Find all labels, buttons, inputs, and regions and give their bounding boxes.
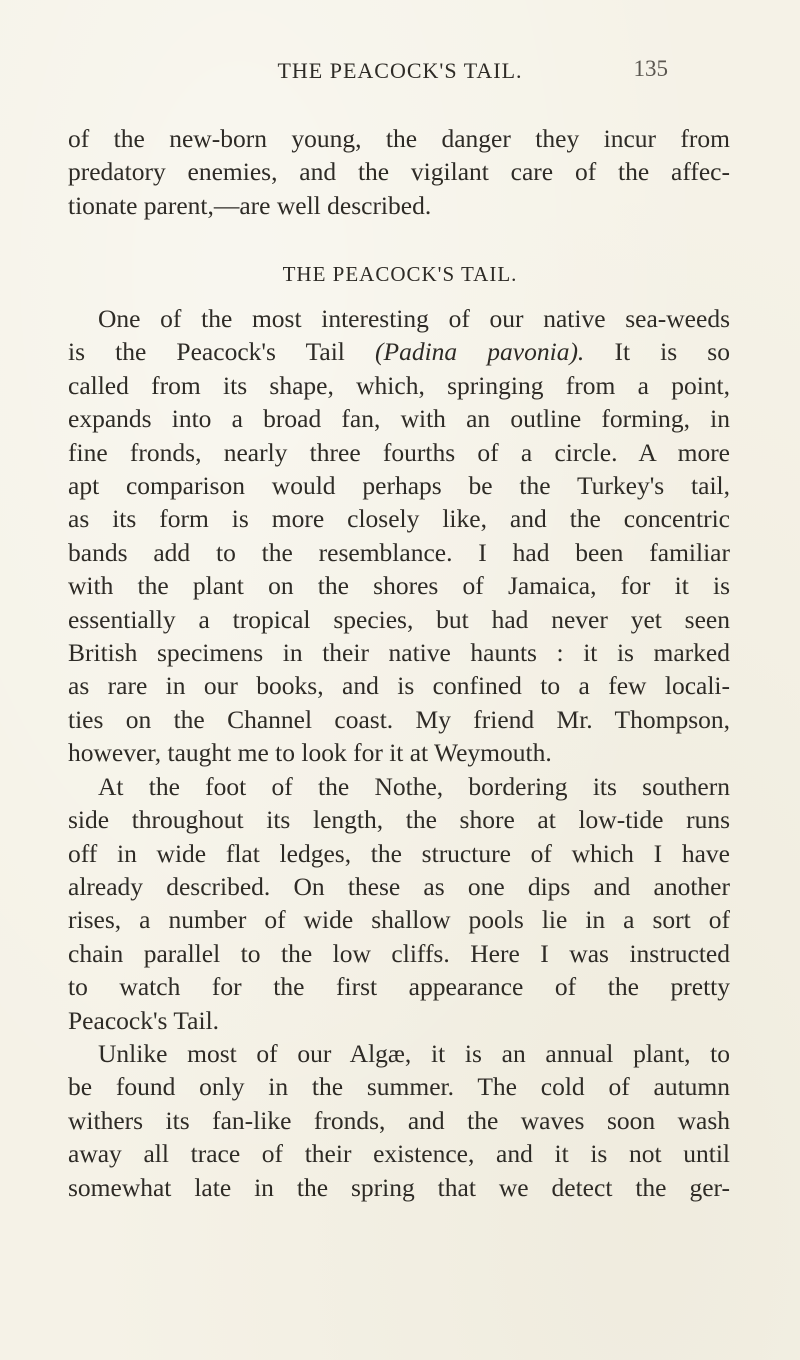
text-line: Peacock's Tail.: [68, 1005, 220, 1035]
text-run: It is so: [584, 337, 730, 367]
text-line: expands into a broad fan, with an outline forming, in: [68, 404, 730, 434]
text-run: is the Peacock's Tail: [68, 337, 375, 367]
text-line: to watch for the first appearance of the pretty: [68, 972, 730, 1002]
text-line: bands add to the resemblance. I had been familiar: [68, 537, 730, 567]
text-line: ties on the Channel coast. My friend Mr. Thompson,: [68, 704, 730, 734]
text-line: already described. On these as one dips and another: [68, 871, 730, 901]
text-line: One of the most interesting of our native sea-weeds: [98, 304, 730, 333]
page-number: 135: [633, 56, 668, 81]
text-line: withers its fan-like fronds, and the waves soon wash: [68, 1105, 730, 1135]
text-line: of the new-born young, the danger they incur from: [68, 124, 730, 153]
text-line: be found only in the summer. The cold of autumn: [68, 1072, 730, 1102]
text-line: essentially a tropical species, but had never yet seen: [68, 604, 730, 634]
species-name: (Padina pavonia).: [375, 337, 585, 367]
body-text: [68, 302, 730, 1204]
text-line: as its form is more closely like, and the concentric: [68, 504, 730, 534]
text-line: rises, a number of wide shallow pools lie in a sort of: [68, 905, 730, 935]
text-line: with the plant on the shores of Jamaica, for it is: [68, 571, 730, 601]
text-line: predatory enemies, and the vigilant care of the affec-: [68, 157, 730, 187]
text-line: [68, 335, 730, 368]
text-line: Unlike most of our Algæ, it is an annual plant, to: [98, 1038, 730, 1068]
text-line: apt comparison would perhaps be the Turkey's tail,: [68, 471, 730, 501]
text-line: side throughout its length, the shore at low-tide runs: [68, 805, 730, 835]
text-line: British specimens in their native haunts : it is marked: [68, 638, 730, 668]
text-line: as rare in our books, and is confined to a few locali-: [68, 671, 730, 701]
section-heading: THE PEACOCK'S TAIL.: [282, 262, 518, 286]
text-line: away all trace of their existence, and it is not until: [68, 1139, 730, 1169]
text-line: tionate parent,—are well described.: [68, 190, 432, 220]
text-line: fine fronds, nearly three fourths of a circle. A more: [68, 437, 730, 467]
text-line: called from its shape, which, springing from a point,: [68, 370, 730, 400]
text-line: off in wide flat ledges, the structure of which I have: [68, 838, 730, 868]
text-line: somewhat late in the spring that we detect the ger-: [68, 1172, 730, 1202]
text-line: however, taught me to look for it at Weymouth.: [68, 738, 552, 768]
running-head: THE PEACOCK'S TAIL.: [277, 58, 523, 83]
intro-paragraph: [68, 122, 730, 222]
text-line: chain parallel to the low cliffs. Here I was instructed: [68, 938, 730, 968]
text-line: At the foot of the Nothe, bordering its southern: [98, 771, 730, 801]
